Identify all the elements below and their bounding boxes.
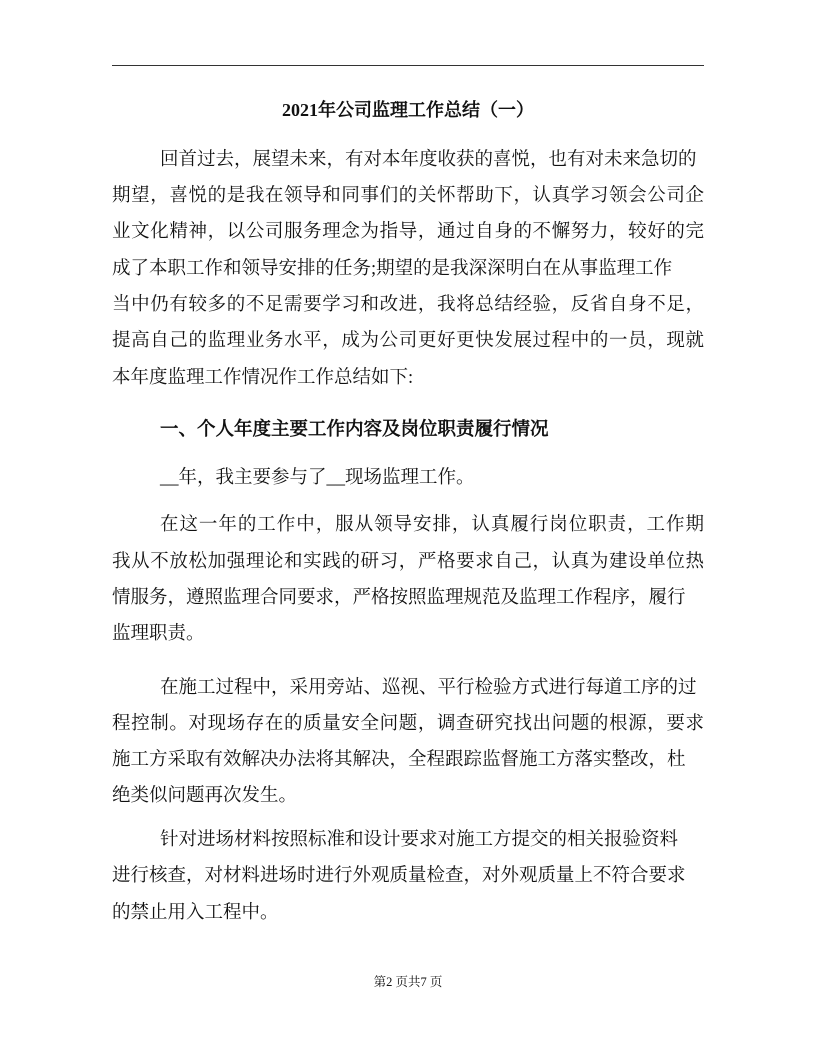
text-line: 情服务，遵照监理合同要求，严格按照监理规范及监理工作程序，履行 bbox=[112, 588, 686, 608]
text-line: 在施工过程中，采用旁站、巡视、平行检验方式进行每道工序的过 bbox=[160, 678, 697, 698]
text-line: 的禁止用入工程中。 bbox=[112, 903, 279, 923]
text-line: 绝类似问题再次发生。 bbox=[112, 786, 298, 806]
text-line: 当中仍有较多的不足需要学习和改进，我将总结经验，反省自身不足， bbox=[112, 295, 704, 315]
document-title: 2021年公司监理工作总结（一） bbox=[282, 100, 534, 120]
text-line: 监理职责。 bbox=[112, 624, 205, 644]
text-line: 进行核查，对材料进场时进行外观质量检查，对外观质量上不符合要求 bbox=[112, 866, 686, 886]
text-line: 本年度监理工作情况作工作总结如下: bbox=[112, 368, 414, 388]
text-line: 针对进场材料按照标准和设计要求对施工方提交的相关报验资料 bbox=[160, 830, 679, 850]
text-line: 在这一年的工作中，服从领导安排，认真履行岗位职责，工作期 bbox=[160, 515, 704, 535]
text-line: 程控制。对现场存在的质量安全问题，调查研究找出问题的根源，要求 bbox=[112, 714, 704, 734]
text-line: 期望，喜悦的是我在领导和同事们的关怀帮助下，认真学习领会公司企 bbox=[112, 186, 704, 206]
header-rule bbox=[112, 65, 704, 66]
text-line: 成了本职工作和领导安排的任务;期望的是我深深明白在从事监理工作 bbox=[112, 259, 673, 279]
text-line: 施工方采取有效解决办法将其解决，全程跟踪监督施工方落实整改，杜 bbox=[112, 750, 686, 770]
text-line: __年，我主要参与了__现场监理工作。 bbox=[160, 468, 475, 488]
page-number: 第2 页共7 页 bbox=[373, 975, 443, 989]
text-line: 回首过去，展望未来，有对本年度收获的喜悦，也有对未来急切的 bbox=[160, 150, 697, 170]
text-line: 提高自己的监理业务水平，成为公司更好更快发展过程中的一员，现就 bbox=[112, 331, 704, 351]
text-line: 我从不放松加强理论和实践的研习，严格要求自己，认真为建设单位热 bbox=[112, 552, 704, 572]
text-line: 业文化精神，以公司服务理念为指导，通过自身的不懈努力，较好的完 bbox=[112, 222, 704, 242]
section-heading: 一、个人年度主要工作内容及岗位职责履行情况 bbox=[160, 420, 549, 440]
